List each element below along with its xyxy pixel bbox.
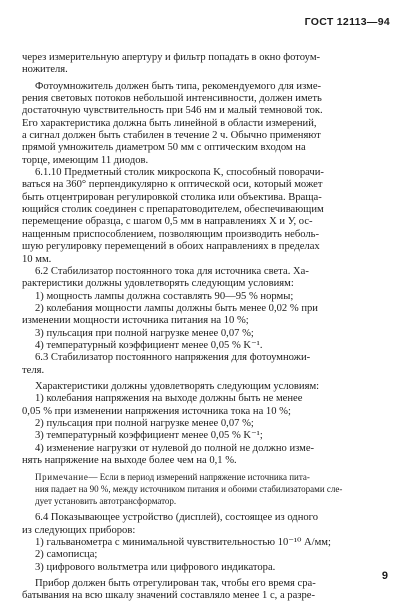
text-line: изменении мощности источника питания на 10 %; bbox=[22, 315, 249, 327]
text-line: нащенным приспособлением, позволяющим производить неболь- bbox=[22, 228, 320, 240]
note-line bbox=[22, 484, 390, 495]
text-line: Его характеристика должна быть линейной в области измерений, bbox=[22, 117, 317, 129]
text-line: быть отцентрирован регулировкой столика или объектива. Враща- bbox=[22, 191, 322, 203]
text-line: через измерительную апертуру и фильтр попадать в окно фотоум- bbox=[22, 52, 321, 63]
text-line: 1) мощность лампы должна составлять 90—95 % нормы; bbox=[35, 290, 294, 302]
text-line: 10 мм. bbox=[22, 253, 52, 265]
text-line: нять напряжение на выходе более чем на 0,1 %. bbox=[22, 455, 237, 466]
text-line: из следующих приборов: bbox=[22, 524, 136, 536]
text-line: рения световых потоков небольшой интенсивности, должен иметь bbox=[22, 93, 322, 105]
text-line: перемещение образца, с шагом 0,5 мм в направлениях X и У, ос- bbox=[22, 216, 313, 228]
text-line: 4) изменение нагрузки от нулевой до полной не должно изме- bbox=[35, 442, 315, 454]
text-line: Прибор должен быть отрегулирован так, чтобы его время сра- bbox=[35, 578, 316, 590]
text-line: 3) пульсация при полной нагрузке менее 0,07 %; bbox=[35, 327, 254, 339]
standard-header: ГОСТ 12113—94 bbox=[304, 16, 390, 28]
text-line: рактеристики должны удовлетворять следующим условиям: bbox=[22, 278, 294, 290]
text-line: Характеристики должны удовлетворять следующим условиям: bbox=[35, 380, 320, 392]
text-line: 2) пульсация при полной нагрузке менее 0,07 %; bbox=[35, 417, 254, 429]
text-line: 6.2 Стабилизатор постоянного тока для источника света. Ха- bbox=[35, 265, 309, 277]
text-line: 3) цифрового вольтметра или цифрового индикатора. bbox=[35, 561, 276, 573]
text-line: шую регулировку перемещений в обоих направлениях в пределах bbox=[22, 241, 320, 253]
text-line: ваться на 360° перпендикулярно к оптической оси, который может bbox=[22, 179, 323, 191]
text-line: 0,05 % при изменении напряжения источника тока на 10 %; bbox=[22, 405, 291, 417]
page-number: 9 bbox=[381, 570, 388, 582]
text-line: 2) колебания мощности лампы должны быть менее 0,02 % при bbox=[35, 302, 318, 314]
text-line: 6.4 Показывающее устройство (дисплей), состоящее из одного bbox=[35, 512, 319, 524]
text-line: а сигнал должен быть стабилен в течение 2 ч. Обычно применяют bbox=[22, 130, 321, 142]
text-line: торце, имеющим 11 диодов. bbox=[22, 154, 149, 166]
note-text: ния падает на 90 %, между источником питания и обоими стабилизаторами сле- bbox=[35, 484, 343, 495]
note-line bbox=[22, 472, 390, 483]
text-line: достаточную чувствительность при 546 нм и малый темновой ток. bbox=[22, 105, 323, 117]
text-line: батывания на всю шкалу значений составляло менее 1 с, а разре- bbox=[22, 590, 316, 602]
text-line: теля. bbox=[22, 364, 45, 376]
text-line: ющийся столик соединен с препаратоводителем, обеспечивающим bbox=[22, 204, 324, 216]
note-text: — Если в период измерений напряжение источника пита- bbox=[88, 472, 310, 483]
text-line: 6.3 Стабилизатор постоянного напряжения для фотоумножи- bbox=[35, 352, 311, 364]
text-line: Фотоумножитель должен быть типа, рекомендуемого для изме- bbox=[35, 80, 322, 92]
text-line: 3) температурный коэффициент менее 0,05 % K⁻¹; bbox=[35, 430, 263, 442]
note-label: Примечание bbox=[35, 472, 89, 483]
text-line: 1) колебания напряжения на выходе должны быть не менее bbox=[35, 393, 303, 405]
paragraph-gap bbox=[22, 467, 390, 471]
text-line: 6.1.10 Предметный столик микроскопа K, способный поворачи- bbox=[35, 167, 324, 179]
body-text bbox=[22, 52, 390, 603]
text-line: ножителя. bbox=[22, 64, 68, 76]
text-line: 4) температурный коэффициент менее 0,05 % K⁻¹. bbox=[35, 339, 263, 351]
document-page bbox=[22, 14, 390, 602]
text-line: 1) гальванометра с минимальной чувствительностью 10⁻¹⁰ А/мм; bbox=[35, 537, 331, 549]
note-text: дует установить автотрансформатор. bbox=[35, 496, 177, 507]
note-line bbox=[22, 496, 390, 507]
text-line: 2) самописца; bbox=[35, 549, 98, 561]
text-line: прямой умножитель диаметром 50 мм с оптическим входом на bbox=[22, 142, 306, 154]
